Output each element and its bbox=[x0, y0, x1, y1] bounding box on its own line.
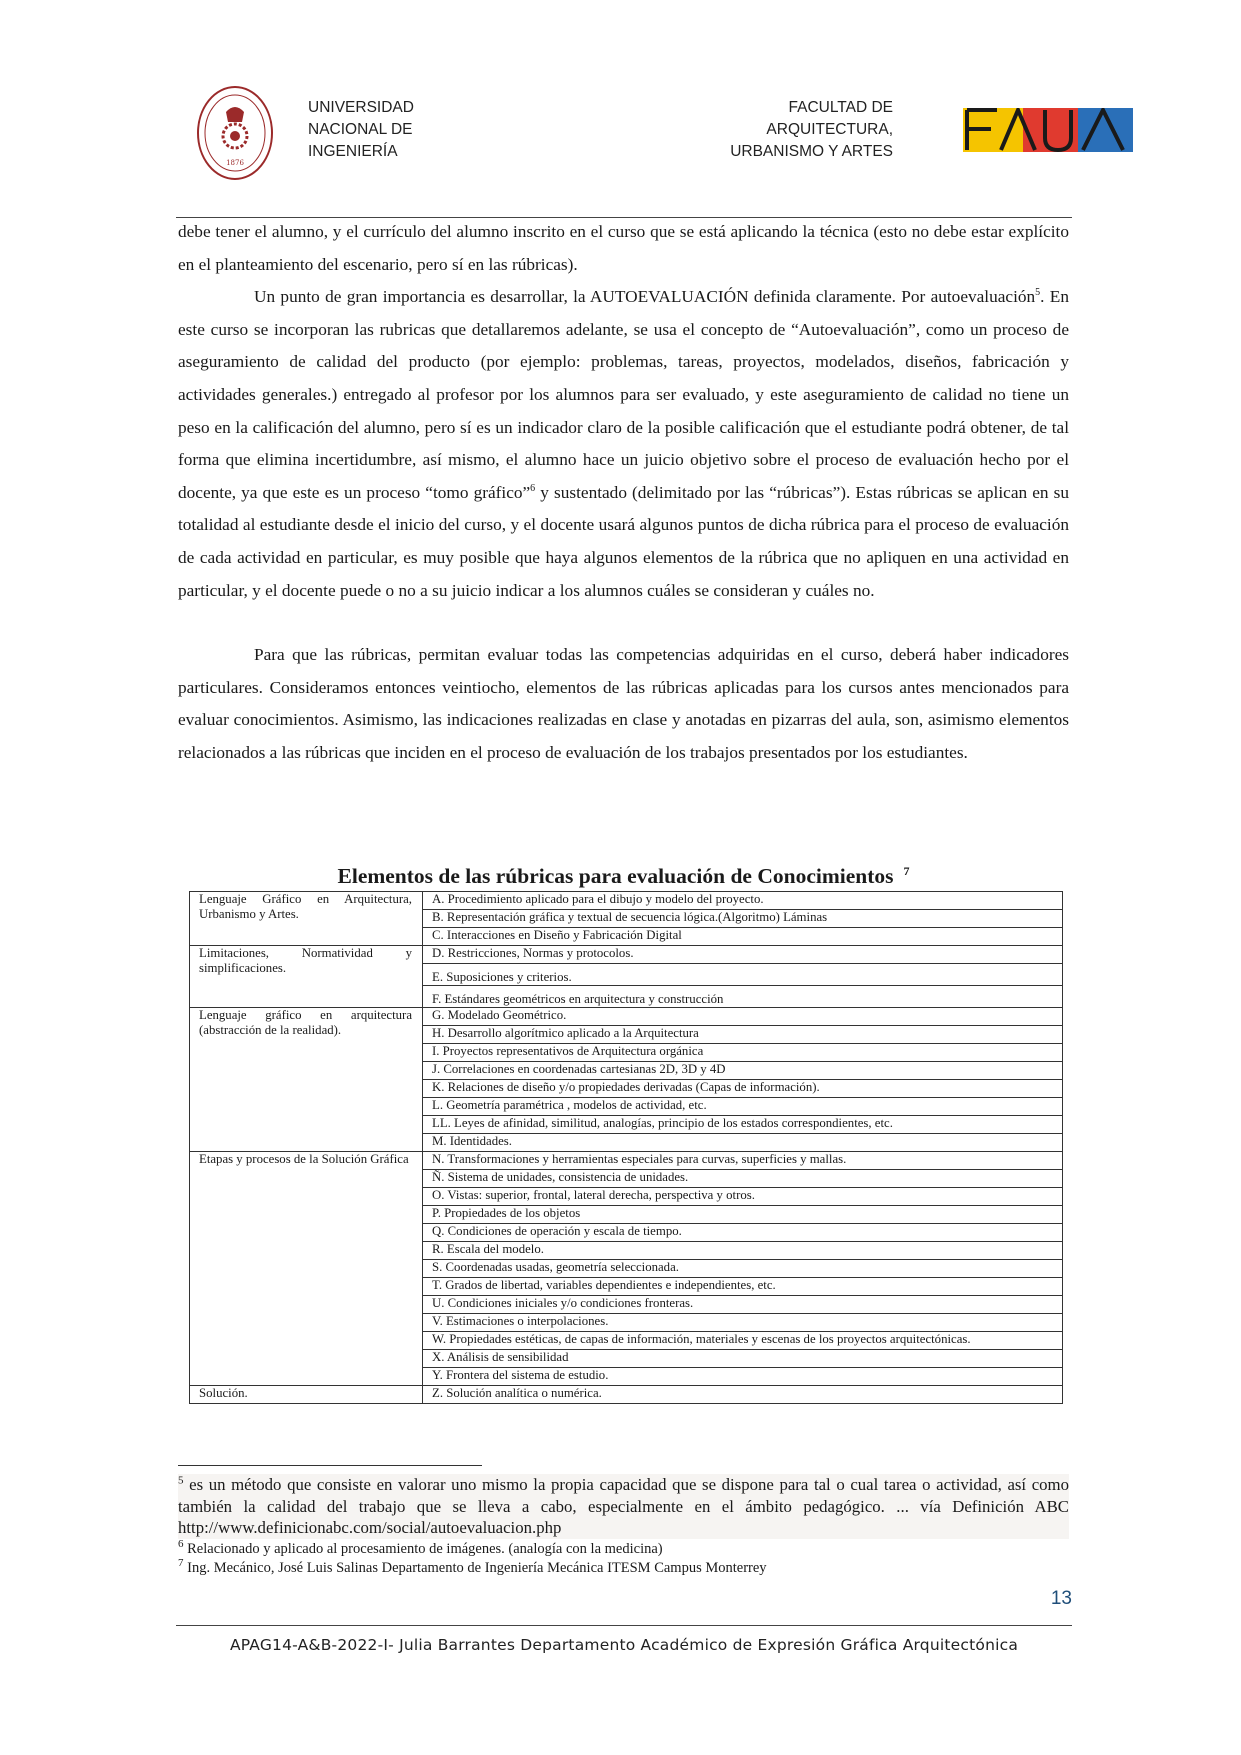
footnote-ref: 7 bbox=[903, 864, 910, 878]
footnote-number: 5 bbox=[178, 1474, 184, 1487]
paragraph: debe tener el alumno, y el currículo del alumno inscrito en el curso que se está aplicando la técnica (esto no debe estar explícito en el planteamiento del escenario, pero sí en las rúbricas). bbox=[178, 222, 1069, 274]
rubric-item: E. Suposiciones y criterios. bbox=[423, 964, 1063, 986]
rubric-category-label: Solución. bbox=[199, 1386, 248, 1400]
rubric-item: T. Grados de libertad, variables dependientes e independientes, etc. bbox=[423, 1278, 1063, 1296]
rubric-item: V. Estimaciones o interpolaciones. bbox=[423, 1314, 1063, 1332]
faua-logo-icon bbox=[963, 108, 1133, 152]
rubric-item: H. Desarrollo algorítmico aplicado a la Arquitectura bbox=[423, 1026, 1063, 1044]
faculty-name bbox=[700, 97, 893, 163]
rubric-item: Q. Condiciones de operación y escala de tiempo. bbox=[423, 1224, 1063, 1242]
seal-year: 1876 bbox=[226, 159, 244, 167]
footnote-ref: 6 bbox=[530, 482, 536, 494]
university-line: NACIONAL DE bbox=[308, 121, 413, 138]
footnote-7 bbox=[178, 1556, 1069, 1577]
faculty-line: FACULTAD DE bbox=[788, 99, 893, 116]
table-row bbox=[190, 892, 1063, 910]
rubric-item: F. Estándares geométricos en arquitectura y construcción bbox=[423, 986, 1063, 1008]
rubric-item: A. Procedimiento aplicado para el dibujo y modelo del proyecto. bbox=[423, 892, 1063, 910]
rubric-item: G. Modelado Geométrico. bbox=[423, 1008, 1063, 1026]
faculty-line: ARQUITECTURA, bbox=[766, 121, 893, 138]
rubric-item: W. Propiedades estéticas, de capas de información, materiales y escenas de los proyectos arquitectónicas. bbox=[423, 1332, 1063, 1350]
rubric-item: P. Propiedades de los objetos bbox=[423, 1206, 1063, 1224]
paragraph-text: Un punto de gran importancia es desarrollar, la AUTOEVALUACIÓN definida claramente. Por autoevaluación bbox=[254, 287, 1036, 307]
rubric-category bbox=[190, 892, 423, 946]
rubric-category bbox=[190, 1008, 423, 1152]
footnote-ref: 5 bbox=[1035, 287, 1041, 299]
paragraph bbox=[178, 281, 1069, 607]
rubric-item: U. Condiciones iniciales y/o condiciones fronteras. bbox=[423, 1296, 1063, 1314]
rubric-category bbox=[190, 1152, 423, 1386]
page-footer: APAG14-A&B-2022-I- Julia Barrantes Departamento Académico de Expresión Gráfica Arquitectónica bbox=[229, 1636, 1019, 1654]
rubric-item: L. Geometría paramétrica , modelos de actividad, etc. bbox=[423, 1098, 1063, 1116]
body-text bbox=[178, 216, 1069, 770]
rubric-item: D. Restricciones, Normas y protocolos. bbox=[423, 946, 1063, 964]
page-number: 13 bbox=[1050, 1588, 1072, 1609]
table-row bbox=[190, 1008, 1063, 1026]
rubric-category-label: Lenguaje gráfico en arquitectura (abstracción de la realidad). bbox=[199, 1008, 412, 1037]
rubric-item: X. Análisis de sensibilidad bbox=[423, 1350, 1063, 1368]
rubric-item: C. Interacciones en Diseño y Fabricación Digital bbox=[423, 928, 1063, 946]
footnote-5 bbox=[178, 1474, 1069, 1539]
rubric-category-label: Lenguaje Gráfico en Arquitectura, Urbanismo y Artes. bbox=[199, 892, 412, 921]
footnote-number: 6 bbox=[178, 1537, 184, 1550]
footer-rule bbox=[176, 1625, 1072, 1626]
rubric-table bbox=[189, 891, 1063, 1404]
rubric-category bbox=[190, 1386, 423, 1404]
university-seal-icon bbox=[196, 84, 274, 182]
rubric-category bbox=[190, 946, 423, 1008]
table-title bbox=[178, 864, 1069, 889]
rubric-item: M. Identidades. bbox=[423, 1134, 1063, 1152]
rubric-item: S. Coordenadas usadas, geometría seleccionada. bbox=[423, 1260, 1063, 1278]
paragraph-text: . En este curso se incorporan las rubricas que detallaremos adelante, se usa el concepto de “Autoevaluación”, como un proceso de aseguramiento de calidad del producto (por ejemplo: problemas, tareas, proyectos, modelados, diseños, fabricación y actividades generales.) entregado al profesor por los alumnos para ser evaluado, y este aseguramiento de calidad no tiene un peso en la calificación del alumno, pero sí es un indicador claro de la posible calificación que el estudiante podrá obtener, de tal forma que elimina incertidumbre, así mismo, el alumno hace un juicio objetivo sobre el proceso de evaluación hecho por el docente, ya que este es un proceso “tomo gráfico” bbox=[178, 287, 1069, 502]
university-name bbox=[308, 97, 414, 163]
rubric-category-label: Limitaciones, Normatividad y simplificaciones. bbox=[199, 946, 412, 975]
rubric-item: J. Correlaciones en coordenadas cartesianas 2D, 3D y 4D bbox=[423, 1062, 1063, 1080]
rubric-category-label: Etapas y procesos de la Solución Gráfica bbox=[199, 1152, 409, 1166]
rubric-item: N. Transformaciones y herramientas especiales para curvas, superficies y mallas. bbox=[423, 1152, 1063, 1170]
paragraph: Para que las rúbricas, permitan evaluar todas las competencias adquiridas en el curso, deberá haber indicadores particulares. Consideramos entonces veintiocho, elementos de las rúbricas aplicadas para los cursos antes mencionados para evaluar conocimientos. Asimismo, las indicaciones realizadas en clase y anotadas en pizarras del aula, son, asimismo elementos relacionados a las rúbricas que inciden en el proceso de evaluación de los trabajos presentados por los estudiantes. bbox=[178, 645, 1069, 762]
rubric-item: Y. Frontera del sistema de estudio. bbox=[423, 1368, 1063, 1386]
paragraph-text: y sustentado (delimitado por las “rúbricas”). Estas rúbricas se aplican en su totalidad al estudiante desde el inicio del curso, y el docente usará algunos puntos de dicha rúbrica para el proceso de evaluación de cada actividad en particular, es muy posible que haya algunos elementos de la rúbrica que no apliquen en una actividad en particular, y el docente puede o no a su juicio indicar a los alumnos cuáles se consideran y cuáles no. bbox=[178, 482, 1069, 600]
table-row bbox=[190, 1152, 1063, 1170]
rubric-item: B. Representación gráfica y textual de secuencia lógica.(Algoritmo) Láminas bbox=[423, 910, 1063, 928]
rubric-item: I. Proyectos representativos de Arquitectura orgánica bbox=[423, 1044, 1063, 1062]
rubric-item: R. Escala del modelo. bbox=[423, 1242, 1063, 1260]
rubric-item: LL. Leyes de afinidad, similitud, analogías, principio de los estados correspondientes, etc. bbox=[423, 1116, 1063, 1134]
footnote-text: Ing. Mecánico, José Luis Salinas Departamento de Ingeniería Mecánica ITESM Campus Monterrey bbox=[183, 1559, 767, 1576]
faculty-line: URBANISMO Y ARTES bbox=[730, 143, 893, 160]
footnote-text: Relacionado y aplicado al procesamiento de imágenes. (analogía con la medicina) bbox=[183, 1540, 663, 1557]
rubric-item: K. Relaciones de diseño y/o propiedades derivadas (Capas de información). bbox=[423, 1080, 1063, 1098]
table-title-text: Elementos de las rúbricas para evaluación de Conocimientos bbox=[337, 864, 894, 889]
footnote-number: 7 bbox=[178, 1556, 184, 1569]
table-row bbox=[190, 1386, 1063, 1404]
rubric-item: Ñ. Sistema de unidades, consistencia de unidades. bbox=[423, 1170, 1063, 1188]
rubric-item: O. Vistas: superior, frontal, lateral derecha, perspectiva y otros. bbox=[423, 1188, 1063, 1206]
university-line: INGENIERÍA bbox=[308, 143, 398, 160]
footnote-text: es un método que consiste en valorar uno mismo la propia capacidad que se dispone para tal o cual tarea o actividad, así como también la calidad del trabajo que se lleva a cabo, especialmente en el ámbito pedagógico. ... vía Definición ABC http://www.definicionabc.com/social/autoevaluacion.php bbox=[178, 1475, 1069, 1537]
footnote-rule bbox=[178, 1465, 482, 1466]
footnotes bbox=[178, 1474, 1069, 1577]
university-line: UNIVERSIDAD bbox=[308, 99, 414, 116]
rubric-item: Z. Solución analítica o numérica. bbox=[423, 1386, 1063, 1404]
table-row bbox=[190, 946, 1063, 964]
footnote-6 bbox=[178, 1539, 1069, 1559]
